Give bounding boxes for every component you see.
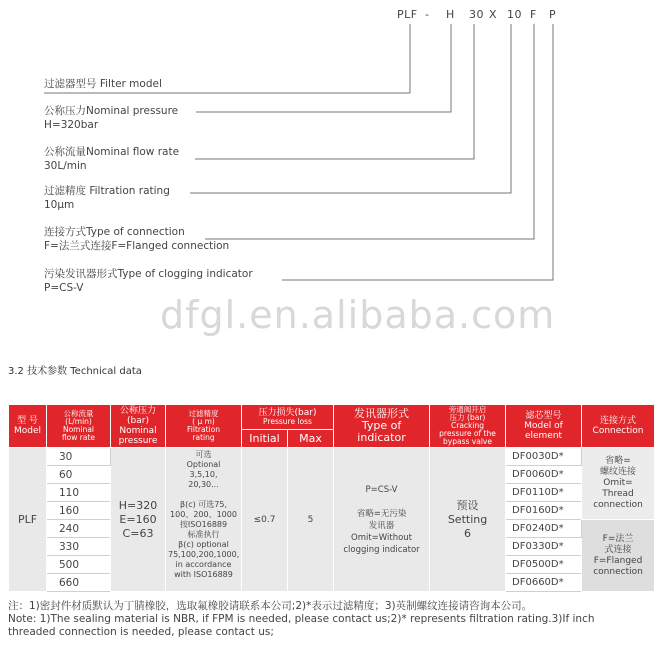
cell-element: DF0160D*	[506, 502, 582, 520]
note-cn: 注：1)密封件材质默认为丁腈橡胶，选取氟橡胶请联系本公司;2)*表示过滤精度；3)英制螺纹连接请咨询本公司。	[8, 600, 533, 612]
conn-line: F=法兰	[602, 533, 634, 544]
indicator-line: Omit=Without	[351, 532, 413, 543]
header-flow-unit: (L/min)	[65, 417, 92, 426]
pressure-c: C=63	[122, 526, 154, 540]
header-bypass-en1: Cracking	[451, 421, 484, 430]
cell-element: DF0240D*	[506, 520, 582, 538]
label-line: 公称压力Nominal pressure	[44, 105, 179, 117]
cell-flow: 660	[47, 574, 111, 592]
cell-conn-threaded	[582, 448, 655, 520]
header-flow-en1: Nominal	[62, 425, 95, 434]
label-line: 连接方式Type of connection	[44, 226, 185, 238]
indicator-line: 省略=无污染	[356, 508, 407, 519]
cell-flow: 30	[47, 448, 111, 466]
header-model	[9, 405, 47, 448]
header-pressure-en2: pressure	[118, 436, 158, 446]
header-bypass	[430, 405, 506, 448]
technical-data-table	[8, 404, 655, 592]
header-loss-en: Pressure loss	[263, 417, 312, 427]
header-rating-cn: 过滤精度	[188, 409, 219, 418]
code-connection: F	[530, 8, 537, 21]
header-rating-unit: ( μ m)	[192, 417, 215, 426]
header-rating-en1: Filtration	[187, 425, 220, 434]
code-series: PLF	[397, 8, 418, 21]
cell-element: DF0030D*	[506, 448, 582, 466]
conn-line: F=Flanged	[593, 555, 643, 566]
rating-line: β(c) optional	[178, 540, 229, 549]
header-pressure-en1: Nominal	[119, 426, 157, 436]
header-pressure-unit: (bar)	[127, 416, 149, 426]
header-connection	[582, 405, 655, 448]
header-conn-en: Connection	[592, 426, 644, 436]
conn-line: 式连接	[604, 544, 632, 555]
header-bypass-en2: pressure of the	[439, 429, 496, 438]
code-pressure: H	[446, 8, 455, 21]
header-rating-en2: rating	[192, 433, 215, 442]
header-flow-cn: 公称流量	[63, 409, 94, 418]
indicator-line: clogging indicator	[343, 544, 420, 555]
cell-loss-max: 5	[288, 448, 334, 592]
conn-line: connection	[593, 566, 643, 577]
cell-pressure	[111, 448, 166, 592]
indicator-line: P=CS-V	[365, 484, 398, 495]
label-value: F=法兰式连接F=Flanged connection	[44, 240, 230, 252]
cell-flow: 330	[47, 538, 111, 556]
code-indicator: P	[549, 8, 557, 21]
header-pressure	[111, 405, 166, 448]
rating-line: 20,30...	[188, 480, 219, 489]
header-rating	[166, 405, 242, 448]
header-element	[506, 405, 582, 448]
cell-element: DF0330D*	[506, 538, 582, 556]
cell-flow: 240	[47, 520, 111, 538]
header-conn-cn: 连接方式	[600, 416, 637, 426]
conn-line: Omit=	[603, 478, 633, 488]
conn-line: Thread	[602, 489, 634, 499]
note-en-2: threaded connection is needed, please contact us;	[8, 626, 274, 638]
conn-line: 螺纹连接	[600, 467, 637, 477]
section-title: 3.2 技术参数 Technical data	[8, 366, 142, 377]
rating-line: 标准执行	[187, 530, 220, 539]
conn-line: connection	[593, 500, 643, 510]
label-line: 污染发讯器形式Type of clogging indicator	[44, 268, 253, 280]
label-value: P=CS-V	[44, 282, 84, 294]
label-line: 过滤精度 Filtration rating	[44, 185, 170, 197]
cell-element: DF0060D*	[506, 466, 582, 484]
pressure-h: H=320	[118, 498, 158, 512]
header-loss-cn: 压力损失(bar)	[258, 408, 317, 419]
label-value: 30L/min	[44, 160, 87, 172]
code-rating: 10	[507, 8, 522, 21]
bypass-line: 预设	[456, 498, 479, 512]
rating-line: 可选	[195, 450, 212, 459]
header-flow	[47, 405, 111, 448]
rating-line: 100、200、1000	[170, 510, 237, 519]
cell-flow: 160	[47, 502, 111, 520]
header-bypass-cn: 旁通阀开启	[448, 405, 487, 414]
header-element-en1: Model of	[524, 421, 563, 431]
header-loss-initial: Initial	[242, 430, 288, 448]
note-en-1: Note: 1)The sealing material is NBR, if FPM is needed, please contact us;2)* represents filtration rating.3)If inch	[8, 613, 595, 625]
cell-flow: 500	[47, 556, 111, 574]
label-value: 10μm	[44, 199, 75, 211]
header-bypass-en3: bypass valve	[443, 437, 492, 446]
cell-element: DF0110D*	[506, 484, 582, 502]
header-indicator-cn: 发讯器形式	[354, 407, 410, 420]
rating-line: in accordance	[175, 560, 232, 569]
cell-flow: 110	[47, 484, 111, 502]
header-pressure-loss	[242, 405, 334, 430]
rating-line: with ISO16889	[174, 570, 233, 579]
rating-line: 3,5,10,	[189, 470, 218, 479]
conn-line: 省略=	[605, 456, 631, 466]
code-x: X	[489, 8, 498, 21]
notes	[8, 600, 658, 639]
rating-line: 75,100,200,1000,	[168, 550, 240, 559]
bypass-line: Setting	[447, 512, 488, 526]
header-loss-max: Max	[288, 430, 334, 448]
header-bypass-unit: 压力 (bar)	[449, 413, 486, 422]
cell-element: DF0660D*	[506, 574, 582, 592]
header-flow-en2: flow rate	[61, 433, 96, 442]
label-line: 过滤器型号 Filter model	[44, 78, 162, 90]
cell-element: DF0500D*	[506, 556, 582, 574]
header-indicator-en: Type of indicator	[357, 419, 406, 444]
cell-loss-initial: ≤0.7	[242, 448, 288, 592]
indicator-line: 发讯器	[368, 520, 395, 531]
cell-indicator	[334, 448, 430, 592]
watermark: dfgl.en.alibaba.com	[160, 293, 556, 337]
cell-rating	[166, 448, 242, 592]
header-element-cn: 滤芯型号	[525, 411, 562, 421]
label-value: H=320bar	[44, 119, 99, 131]
code-flow: 30	[469, 8, 484, 21]
header-indicator	[334, 405, 430, 448]
cell-conn-flanged	[582, 520, 655, 592]
code-dash: -	[425, 8, 430, 21]
cell-model: PLF	[9, 448, 47, 592]
pressure-e: E=160	[119, 512, 157, 526]
rating-line: 按ISO16889	[179, 520, 228, 529]
bypass-line: 6	[464, 526, 472, 540]
header-model-cn: 型 号	[17, 416, 38, 426]
cell-bypass	[430, 448, 506, 592]
header-element-en2: element	[524, 431, 563, 441]
rating-line: β(c) 可选75,	[179, 500, 227, 509]
label-line: 公称流量Nominal flow rate	[44, 146, 180, 158]
header-pressure-cn: 公称压力	[119, 406, 156, 416]
cell-flow: 60	[47, 466, 111, 484]
header-model-en: Model	[13, 426, 42, 436]
rating-line: Optional	[186, 460, 221, 469]
